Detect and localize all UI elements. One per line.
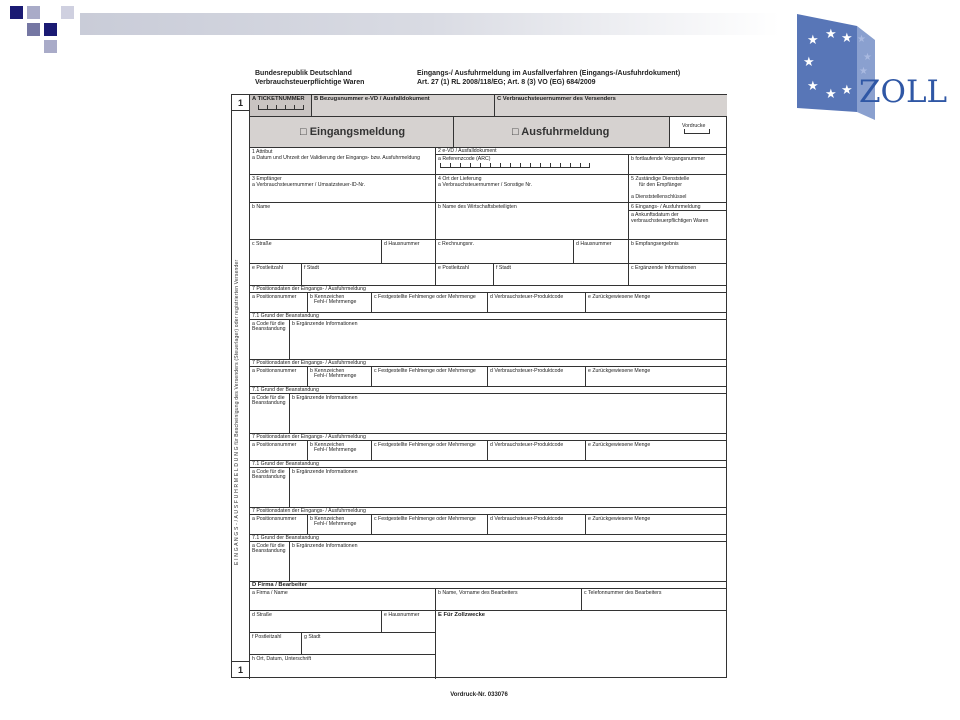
- svg-text:★: ★: [841, 83, 853, 98]
- field-shortage-quantity[interactable]: c Festgestellte Fehlmenge oder Mehrmenge: [372, 367, 488, 387]
- form-document: [231, 66, 727, 700]
- field-product-code[interactable]: d Verbrauchsteuer-Produktcode: [488, 441, 586, 461]
- field-d-signature[interactable]: h Ort, Datum, Unterschrift: [250, 655, 436, 679]
- field-4f-city[interactable]: f Stadt: [494, 264, 629, 286]
- field-6a-arrival-date[interactable]: a Ankunftsdatum der verbrauchsteuerpflichtigen Waren: [629, 211, 727, 240]
- svg-text:★: ★: [863, 52, 872, 63]
- field-product-code[interactable]: d Verbrauchsteuer-Produktcode: [488, 367, 586, 387]
- square-pale-2: [44, 40, 57, 53]
- svg-text:★: ★: [841, 31, 853, 46]
- field-3e-postcode[interactable]: e Postleitzahl: [250, 264, 302, 286]
- field-complaint-info[interactable]: b Ergänzende Informationen: [290, 468, 727, 508]
- field-2b-sequence[interactable]: b fortlaufende Vorgangsnummer: [629, 155, 727, 175]
- complaint-header: 7.1 Grund der Beanstandung: [250, 535, 727, 542]
- header-left: Bundesrepublik Deutschland Verbrauchsteuerpflichtige Waren: [255, 70, 365, 86]
- field-rejected-quantity[interactable]: e Zurückgewiesene Menge: [586, 367, 727, 387]
- decorative-squares: [10, 6, 80, 58]
- field-4a-delivery[interactable]: 4 Ort der Lieferung a Verbrauchsteuernummer / Sonstige Nr.: [436, 175, 629, 203]
- field-d-city[interactable]: g Stadt: [302, 633, 436, 655]
- svg-text:★: ★: [807, 33, 819, 48]
- field-rejected-quantity[interactable]: e Zurückgewiesene Menge: [586, 441, 727, 461]
- field-3a-excise-id[interactable]: 3 Empfänger a Verbrauchsteuernummer / Umsatzsteuer-ID-Nr.: [250, 175, 436, 203]
- field-d-postcode[interactable]: f Postleitzahl: [250, 633, 302, 655]
- field-2a-arc[interactable]: a Referenzcode (ARC): [436, 155, 629, 175]
- field-shortage-flag[interactable]: b Kennzeichen Fehl-/ Mehrmenge: [308, 515, 372, 535]
- svg-text:★: ★: [825, 27, 837, 42]
- field-4c-invoice[interactable]: c Rechnungsnr.: [436, 240, 574, 264]
- position-header: 7 Positionsdaten der Eingangs- / Ausfuhrmeldung: [250, 360, 727, 367]
- field-b-reference[interactable]: B Bezugsnummer e-VD / Ausfalldokument: [312, 95, 495, 117]
- complaint-header: 7.1 Grund der Beanstandung: [250, 461, 727, 468]
- field-product-code[interactable]: d Verbrauchsteuer-Produktcode: [488, 293, 586, 313]
- field-5a-office-key[interactable]: a Dienststellenschlüssel: [629, 192, 727, 203]
- field-complaint-code[interactable]: a Code für die Beanstandung: [250, 394, 290, 434]
- field-complaint-code[interactable]: a Code für die Beanstandung: [250, 320, 290, 360]
- field-d-editor-name[interactable]: b Name, Vorname des Bearbeiters: [436, 589, 582, 611]
- field-complaint-code[interactable]: a Code für die Beanstandung: [250, 468, 290, 508]
- square-navy: [10, 6, 23, 19]
- header-right: Eingangs-/ Ausfuhrmeldung im Ausfallverfahren (Eingangs-/Ausfuhrdokument) Art. 27 (1) RL 2008/118/EG; Art. 8 (3) VO (EG) 684/2009: [417, 70, 681, 86]
- field-d-house[interactable]: e Hausnummer: [382, 611, 436, 633]
- field-c-excise-number[interactable]: C Verbrauchsteuernummer des Versenders: [495, 95, 727, 117]
- field-d-phone[interactable]: c Telefonnummer des Bearbeiters: [582, 589, 727, 611]
- square-slate: [27, 23, 40, 36]
- section-d-header: D Firma / Bearbeiter: [250, 582, 727, 589]
- field-6b-result[interactable]: b Empfangsergebnis: [629, 240, 727, 264]
- square-pale: [27, 6, 40, 19]
- field-4b-name[interactable]: b Name des Wirtschaftsbeteiligten: [436, 203, 629, 240]
- field-shortage-flag[interactable]: b Kennzeichen Fehl-/ Mehrmenge: [308, 293, 372, 313]
- field-shortage-quantity[interactable]: c Festgestellte Fehlmenge oder Mehrmenge: [372, 515, 488, 535]
- copy-sidebar: [232, 95, 250, 679]
- field-4d-house[interactable]: d Hausnummer: [574, 240, 629, 264]
- logo-text: ZOLL: [859, 74, 948, 110]
- field-a-ticket[interactable]: A TICKETNUMMER: [250, 95, 312, 117]
- position-header: 7 Positionsdaten der Eingangs- / Ausfuhrmeldung: [250, 434, 727, 441]
- field-1-attribut[interactable]: 1 Attribut a Datum und Uhrzeit der Validierung der Eingangs- bzw. Ausfuhrmeldung: [250, 148, 436, 175]
- field-complaint-info[interactable]: b Ergänzende Informationen: [290, 394, 727, 434]
- field-complaint-code[interactable]: a Code für die Beanstandung: [250, 542, 290, 582]
- svg-text:★: ★: [825, 87, 837, 102]
- field-4e-postcode[interactable]: e Postleitzahl: [436, 264, 494, 286]
- side-text: E I N G A N G S - / A U S F U H R M E L D U N G für Bescheinigung des Versenders (Steuerlager) oder registrierten Versender: [234, 259, 240, 565]
- field-e-customs[interactable]: E Für Zollzwecke: [438, 612, 486, 618]
- field-position-number[interactable]: a Positionsnummer: [250, 441, 308, 461]
- field-2-header: 2 e-VD / Ausfalldokument: [436, 148, 727, 155]
- field-position-number[interactable]: a Positionsnummer: [250, 293, 308, 313]
- field-3c-street[interactable]: c Straße: [250, 240, 382, 264]
- square-light: [61, 6, 74, 19]
- field-shortage-flag[interactable]: b Kennzeichen Fehl-/ Mehrmenge: [308, 367, 372, 387]
- form-frame: [231, 94, 727, 678]
- svg-text:★: ★: [859, 66, 868, 77]
- field-shortage-quantity[interactable]: c Festgestellte Fehlmenge oder Mehrmenge: [372, 293, 488, 313]
- copy-number-top: 1: [232, 95, 249, 111]
- field-product-code[interactable]: d Verbrauchsteuer-Produktcode: [488, 515, 586, 535]
- svg-text:★: ★: [803, 55, 815, 70]
- copy-number-bottom: 1: [232, 661, 249, 677]
- field-3d-house[interactable]: d Hausnummer: [382, 240, 436, 264]
- field-position-number[interactable]: a Positionsnummer: [250, 367, 308, 387]
- field-position-number[interactable]: a Positionsnummer: [250, 515, 308, 535]
- field-3b-name[interactable]: b Name: [250, 203, 436, 240]
- field-shortage-quantity[interactable]: c Festgestellte Fehlmenge oder Mehrmenge: [372, 441, 488, 461]
- field-6-header: 6 Eingangs- / Ausfuhrmeldung: [629, 203, 727, 211]
- field-3f-city[interactable]: f Stadt: [302, 264, 436, 286]
- complaint-header: 7.1 Grund der Beanstandung: [250, 313, 727, 320]
- complaint-header: 7.1 Grund der Beanstandung: [250, 387, 727, 394]
- field-5-office: 5 Zuständige Dienststelle für den Empfänger: [631, 176, 690, 188]
- field-vordrucke[interactable]: Vordrucke: [670, 117, 727, 148]
- field-rejected-quantity[interactable]: e Zurückgewiesene Menge: [586, 515, 727, 535]
- header-bar: [80, 13, 780, 35]
- position-header: 7 Positionsdaten der Eingangs- / Ausfuhrmeldung: [250, 508, 727, 515]
- square-navy-2: [44, 23, 57, 36]
- field-complaint-info[interactable]: b Ergänzende Informationen: [290, 320, 727, 360]
- field-d-firm[interactable]: a Firma / Name: [250, 589, 436, 611]
- svg-text:★: ★: [857, 34, 866, 45]
- svg-text:★: ★: [807, 79, 819, 94]
- checkbox-ausfuhrmeldung[interactable]: □ Ausfuhrmeldung: [454, 117, 670, 148]
- field-complaint-info[interactable]: b Ergänzende Informationen: [290, 542, 727, 582]
- field-shortage-flag[interactable]: b Kennzeichen Fehl-/ Mehrmenge: [308, 441, 372, 461]
- field-rejected-quantity[interactable]: e Zurückgewiesene Menge: [586, 293, 727, 313]
- zoll-logo: [795, 12, 951, 122]
- checkbox-eingangsmeldung[interactable]: □ Eingangsmeldung: [250, 117, 454, 148]
- form-number: Vordruck-Nr. 033076: [450, 692, 508, 698]
- field-d-street[interactable]: d Straße: [250, 611, 382, 633]
- field-6c-info[interactable]: c Ergänzende Informationen: [629, 264, 727, 286]
- position-header: 7 Positionsdaten der Eingangs- / Ausfuhrmeldung: [250, 286, 727, 293]
